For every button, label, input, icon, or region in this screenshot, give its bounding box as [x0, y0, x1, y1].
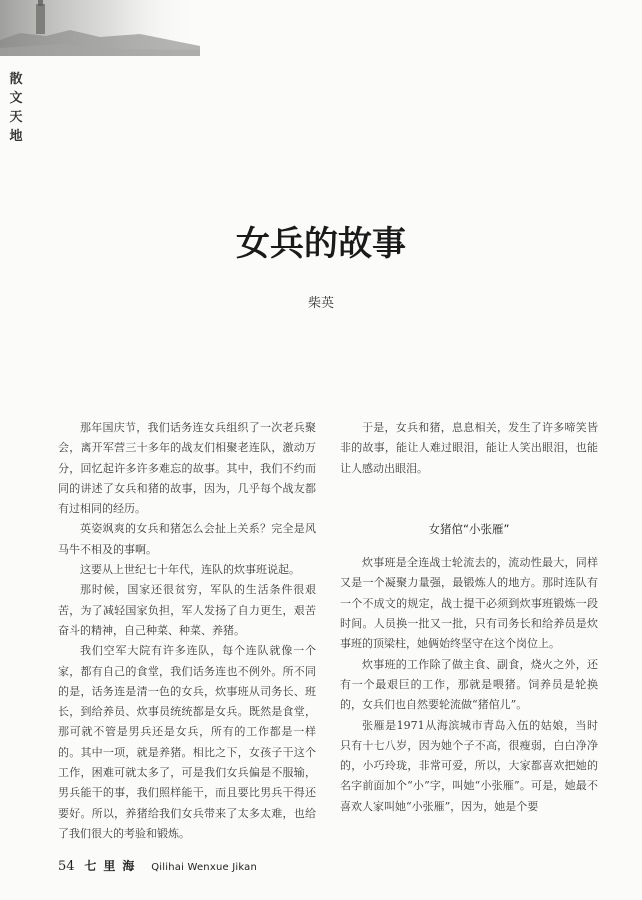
right-column	[340, 418, 598, 817]
page-number: 54	[58, 859, 75, 874]
header-corner-artwork	[0, 0, 200, 56]
paragraph: 英姿飒爽的女兵和猪怎么会扯上关系？完全是风马牛不相及的事啊。	[58, 522, 316, 556]
magazine-name: 七里海	[84, 859, 142, 873]
paragraph: 张雁是1971从海滨城市青岛入伍的姑娘，当时只有十七八岁，因为她个子不高，很瘦弱，白白净净的，小巧玲珑，非常可爱，所以，大家都喜欢把她的名字前面加个“小”字，叫她“小张雁”。可是，她最不喜欢人家叫她“小张雁”，因为，她是个要	[340, 718, 598, 813]
paragraph: 那时候，国家还很贫穷，军队的生活条件很艰苦，为了减轻国家负担，军人发扬了自力更生，艰苦奋斗的精神，自己种菜、种菜、养猪。	[58, 583, 316, 637]
paragraph: 那年国庆节，我们话务连女兵组织了一次老兵聚会，离开军营三十多年的战友们相聚老连队，激动万分，回忆起许多许多难忘的故事。其中，我们不约而同的讲述了女兵和猪的故事，因为，几乎每个战友都有过相同的经历。	[58, 421, 316, 516]
article-author: 柴英	[307, 296, 334, 311]
section-subheading: 女猪倌“小张雁”	[428, 521, 510, 536]
article-title: 女兵的故事	[236, 224, 406, 264]
section-label: 散文天地	[9, 72, 23, 144]
paragraph: 这要从上世纪七十年代，连队的炊事班说起。	[80, 563, 300, 577]
paragraph: 炊事班的工作除了做主食、副食，烧火之外，还有一个最艰巨的工作，那就是喂猪。饲养员是轮换的，女兵们也自然要轮流做“猪倌儿”。	[340, 657, 598, 712]
paragraph: 于是，女兵和猪，息息相关，发生了许多啼笑皆非的故事，能让人难过眼泪，能让人笑出眼泪，也能让人感动出眼泪。	[340, 421, 598, 475]
paragraph: 我们空军大院有许多连队，每个连队就像一个家，都有自己的食堂，我们话务连也不例外。所不同的是，话务连是清一色的女兵，炊事班从司务长、班长，到给养员、炊事员统统都是女兵。既然是食堂，那可就不管是男兵还是女兵，所有的工作都是一样的。其中一项，就是养猪。相比之下，女孩子干这个工作，困难可就太多了，可是我们女兵偏是不服输，男兵能干的事，我们照样能干，而且要比男兵干得还要好。所以，养猪给我们女兵带来了太多太难，也给了我们很大的考验和锻炼。	[58, 644, 316, 840]
magazine-roman-name: Qilihai Wenxue Jikan	[151, 862, 258, 873]
paragraph: 炊事班是全连战士轮流去的，流动性最大，同样又是一个凝聚力量强，最锻炼人的地方。那时连队有一个不成文的规定，战士提干必须到炊事班锻炼一段时间。人员换一批又一批，只有司务长和给养员是炊事班的顶梁柱，她俩始终坚守在这个岗位上。	[340, 556, 598, 651]
left-column	[58, 418, 316, 844]
page-footer	[58, 857, 257, 874]
